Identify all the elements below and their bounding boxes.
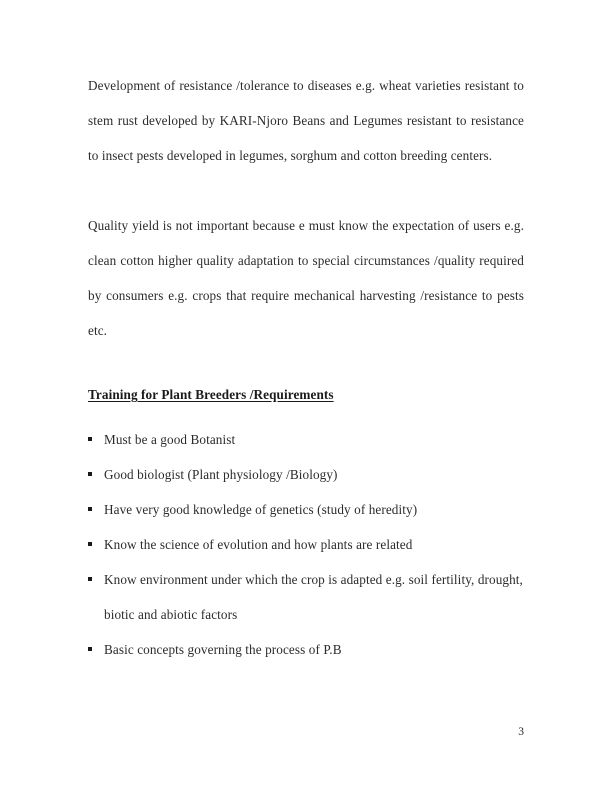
requirements-list: [88, 422, 524, 667]
square-bullet-icon: [88, 472, 92, 476]
list-item: [88, 422, 524, 457]
square-bullet-icon: [88, 437, 92, 441]
page-content: [88, 68, 524, 667]
list-item-label: Basic concepts governing the process of P.B: [104, 642, 342, 657]
square-bullet-icon: [88, 507, 92, 511]
square-bullet-icon: [88, 647, 92, 651]
list-spacer: [88, 408, 524, 422]
list-item: [88, 457, 524, 492]
list-item-label: Know environment under which the crop is adapted e.g. soil fertility, drought, biotic and abiotic factors: [104, 572, 523, 622]
section-heading: Training for Plant Breeders /Requirements: [88, 387, 334, 402]
page-number: 3: [518, 726, 524, 738]
square-bullet-icon: [88, 577, 92, 581]
list-item: [88, 527, 524, 562]
square-bullet-icon: [88, 542, 92, 546]
paragraph-2: Quality yield is not important because e must know the expectation of users e.g. clean cotton higher quality adaptation to special circumstances /quality required by consumers e.g. crops that require mechanical harvesting /resistance to pests etc.: [88, 218, 524, 338]
list-item: [88, 492, 524, 527]
paragraph-1: Development of resistance /tolerance to diseases e.g. wheat varieties resistant to stem rust developed by KARI-Njoro Beans and Legumes resistant to resistance to insect pests developed in legumes, sorghum and cotton breeding centers.: [88, 78, 524, 163]
list-item-label: Know the science of evolution and how plants are related: [104, 537, 413, 552]
list-item: [88, 562, 524, 632]
list-item-label: Have very good knowledge of genetics (study of heredity): [104, 502, 418, 517]
list-item: [88, 632, 524, 667]
heading-spacer: [88, 348, 524, 382]
paragraph-spacer: [88, 173, 524, 208]
list-item-label: Must be a good Botanist: [104, 432, 236, 447]
list-item-label: Good biologist (Plant physiology /Biology): [104, 467, 338, 482]
